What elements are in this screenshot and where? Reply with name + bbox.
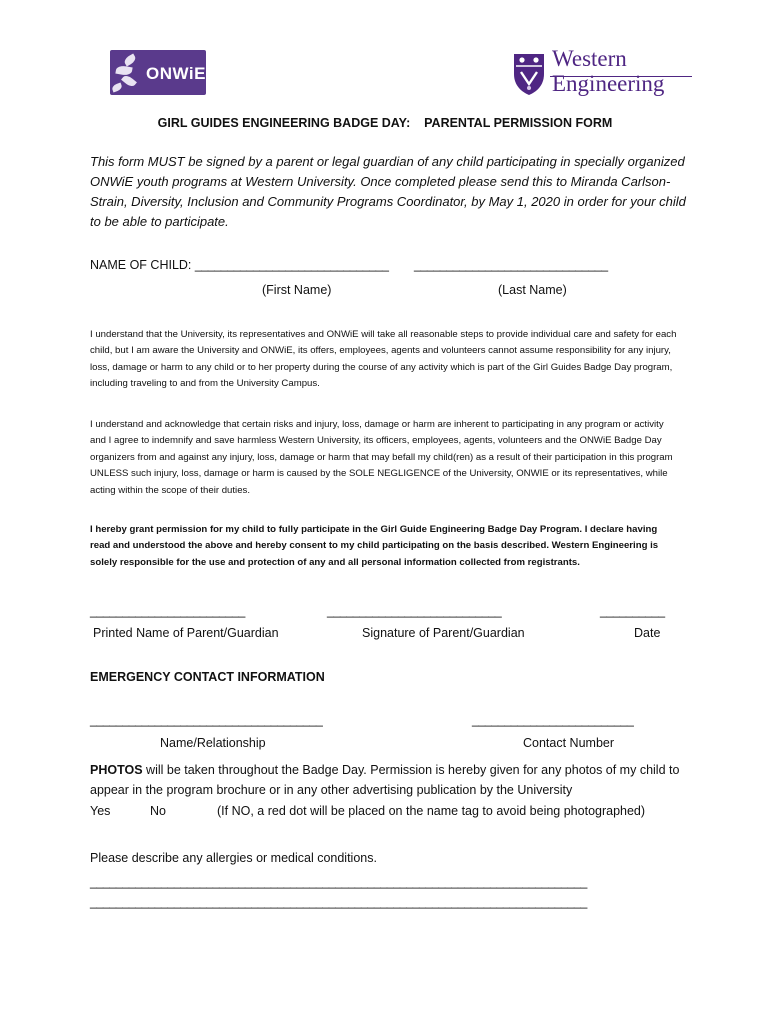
allergies-label: Please describe any allergies or medical conditions. bbox=[90, 851, 377, 865]
indemnity-paragraph: I understand and acknowledge that certain risks and injury, loss, damage or harm are inherent to participating in any program or activity and I agree to indemnify and save harmless Western University, its officers, employees, agents, volunteers and the ONWiE Badge Day organizers from and against any injury, loss, damage or harm that may befall my child(ren) as a result of their participation in this program UNLESS such injury, loss, damage or harm is caused by the SOLE NEGLIGENCE of the University, ONWIE or its representatives, while acting within the scope of their duties. bbox=[90, 419, 673, 496]
liability-paragraph: I understand that the University, its representatives and ONWiE will take all reasonable steps to provide individual care and safety for each child, but I am aware the University and ONWiE, its offers, employees, agents and volunteers cannot assume responsibility for any injury, loss, damage or harm to any child or to her property during the course of any activity which is part of the Girl Guides Badge Day program, including traveling to and from the University Campus. bbox=[90, 329, 677, 390]
photos-no-option[interactable]: No bbox=[150, 804, 166, 818]
emergency-number-line[interactable]: _________________________ bbox=[472, 713, 634, 727]
allergies-line-2[interactable]: _____________________________________________________________________________ bbox=[90, 895, 587, 909]
photos-bold-label: PHOTOS bbox=[90, 763, 143, 777]
signature-label: Signature of Parent/Guardian bbox=[362, 626, 525, 640]
western-logo-line2: Engineering bbox=[552, 71, 665, 96]
first-name-caption: (First Name) bbox=[262, 283, 332, 297]
photos-yes-option[interactable]: Yes bbox=[90, 804, 111, 818]
child-last-name-line[interactable]: ______________________________ bbox=[414, 258, 608, 272]
emergency-name-line[interactable]: ____________________________________ bbox=[90, 713, 323, 727]
emergency-name-label: Name/Relationship bbox=[160, 736, 266, 750]
emergency-number-label: Contact Number bbox=[523, 736, 615, 750]
last-name-caption: (Last Name) bbox=[498, 283, 567, 297]
photos-paragraph bbox=[90, 760, 690, 800]
onwie-logo-text: ONWiE bbox=[146, 64, 206, 83]
western-shield-icon bbox=[512, 52, 546, 96]
onwie-logo bbox=[110, 50, 206, 95]
allergies-line-1[interactable]: _____________________________________________________________________________ bbox=[90, 875, 587, 889]
parent-name-line[interactable]: ________________________ bbox=[90, 604, 245, 618]
western-logo-line1: Western bbox=[552, 46, 627, 71]
child-name-label: NAME OF CHILD: bbox=[90, 258, 195, 272]
photos-text: will be taken throughout the Badge Day. Permission is hereby given for any photos of my child to appear in the program brochure or in any other advertising publication by the University bbox=[90, 763, 680, 797]
date-line[interactable]: __________ bbox=[600, 604, 665, 618]
permission-paragraph: I hereby grant permission for my child to fully participate in the Girl Guide Engineering Badge Day Program. I declare having read and understood the above and hereby consent to my child participating on the basis described. Western Engineering is solely responsible for the use and protection of any and all personal information collected from registrants. bbox=[90, 524, 659, 568]
photos-note: (If NO, a red dot will be placed on the name tag to avoid being photographed) bbox=[217, 804, 646, 818]
signature-line[interactable]: ___________________________ bbox=[327, 604, 502, 618]
western-engineering-logo bbox=[512, 46, 692, 102]
date-label: Date bbox=[634, 626, 661, 640]
child-first-name-line: ______________________________ bbox=[194, 258, 389, 272]
intro-paragraph: This form MUST be signed by a parent or legal guardian of any child participating in specially organized ONWiE youth programs at Western University. Once completed please send this to Miranda Carlson-Strain, Diversity, Inclusion and Community Programs Coordinator, by May 1, 2020 in order for your child to be able to participate. bbox=[90, 154, 686, 229]
emergency-heading: EMERGENCY CONTACT INFORMATION bbox=[90, 670, 325, 684]
child-name-field[interactable] bbox=[90, 258, 388, 272]
parent-name-label: Printed Name of Parent/Guardian bbox=[93, 626, 279, 640]
form-title: GIRL GUIDES ENGINEERING BADGE DAY: PARENTAL PERMISSION FORM bbox=[157, 116, 613, 130]
